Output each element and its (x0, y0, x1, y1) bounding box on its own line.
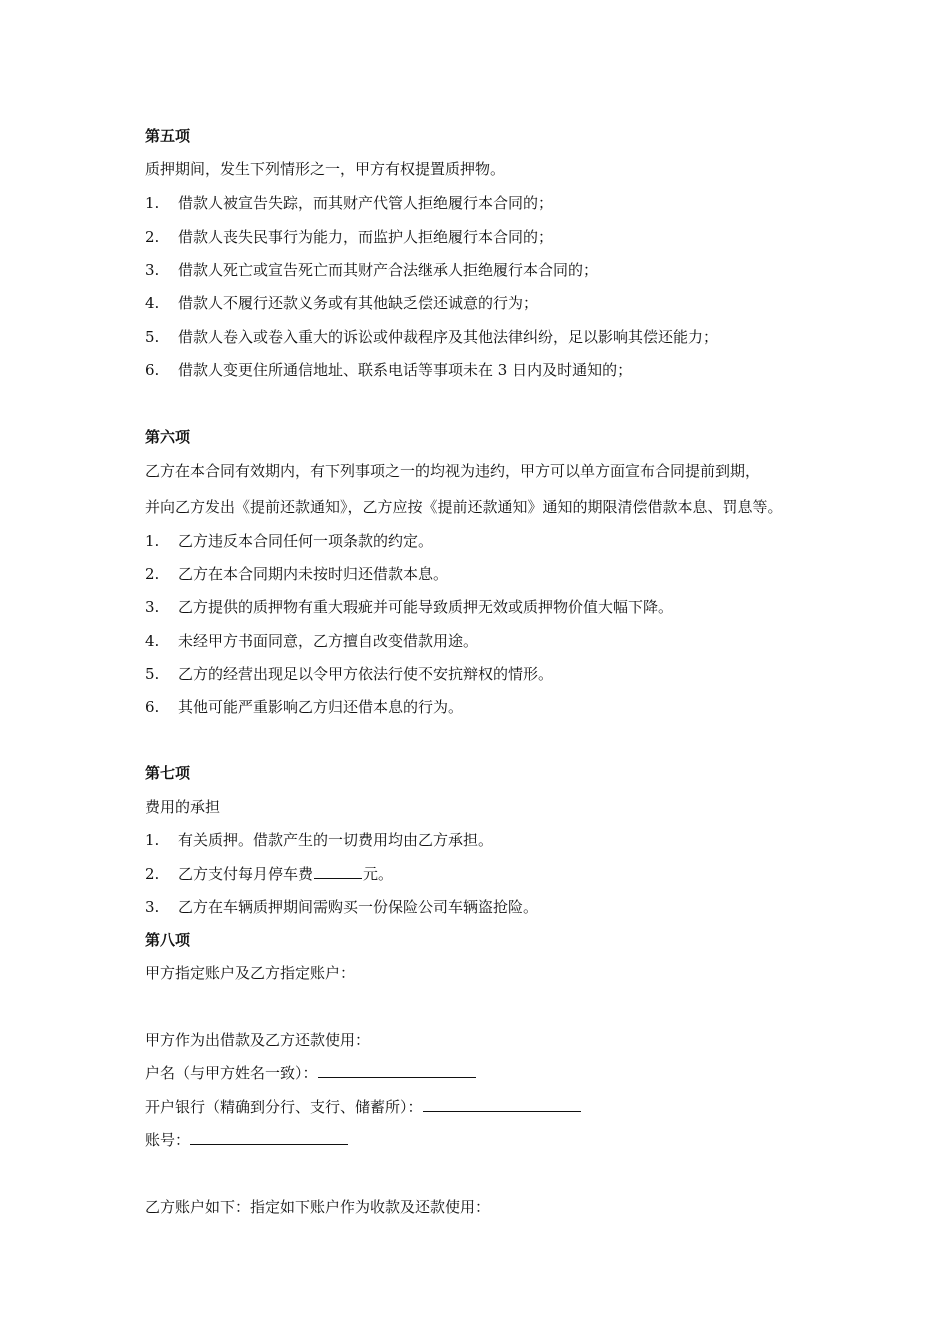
section-5-intro: 质押期间，发生下列情形之一，甲方有权提置质押物。 (145, 160, 506, 178)
list-text: 借款人被宣告失踪，而其财产代管人拒绝履行本合同的； (178, 194, 554, 212)
section-5-item-4 (145, 293, 538, 313)
section-8-title: 第八项 (145, 931, 191, 949)
list-text: 借款人不履行还款义务或有其他缺乏偿还诚意的行为； (178, 294, 539, 312)
list-text: 借款人卷入或卷入重大的诉讼或仲裁程序及其他法律纠纷，足以影响其偿还能力； (178, 328, 719, 346)
list-text: 乙方违反本合同任何一项条款的约定。 (178, 532, 434, 550)
section-6-title: 第六项 (145, 428, 191, 446)
section-6-item-4 (145, 631, 478, 651)
account-number-row (145, 1130, 348, 1150)
section-6-intro-line-2: 并向乙方发出《提前还款通知》，乙方应按《提前还款通知》通知的期限清偿借款本息、罚息等。 (145, 498, 783, 516)
list-text: 乙方在本合同期内未按时归还借款本息。 (178, 565, 449, 583)
list-number: 5. (145, 665, 160, 683)
list-number: 3. (145, 598, 160, 616)
account-name-label: 户名（与甲方姓名一致）： (145, 1064, 318, 1082)
section-6-item-2 (145, 564, 448, 584)
section-7-intro: 费用的承担 (145, 798, 221, 816)
list-number: 3. (145, 898, 160, 916)
list-text: 借款人变更住所通信地址、联系电话等事项未在 3 日内及时通知的； (178, 361, 633, 379)
list-number: 3. (145, 261, 160, 279)
list-number: 4. (145, 632, 160, 650)
section-7-item-2 (145, 864, 393, 884)
list-number: 2. (145, 565, 160, 583)
section-5-title: 第五项 (145, 127, 191, 145)
bank-label: 开户银行（精确到分行、支行、储蓄所）： (145, 1098, 423, 1116)
party-b-account-heading: 乙方账户如下：指定如下账户作为收款及还款使用： (145, 1198, 491, 1216)
section-5-item-1 (145, 193, 553, 213)
section-7-item-3 (145, 897, 538, 917)
section-8-intro: 甲方指定账户及乙方指定账户： (145, 964, 356, 982)
section-5-item-3 (145, 260, 598, 280)
list-text: 借款人丧失民事行为能力，而监护人拒绝履行本合同的； (178, 228, 554, 246)
list-text: 其他可能严重影响乙方归还借本息的行为。 (178, 698, 464, 716)
section-5-item-5 (145, 327, 718, 347)
section-6-intro-line-1: 乙方在本合同有效期内，有下列事项之一的均视为违约，甲方可以单方面宣布合同提前到期， (145, 462, 761, 480)
list-number: 1. (145, 831, 160, 849)
list-text: 乙方在车辆质押期间需购买一份保险公司车辆盗抢险。 (178, 898, 539, 916)
section-5-item-6 (145, 360, 632, 380)
list-number: 4. (145, 294, 160, 312)
account-number-blank[interactable] (190, 1130, 348, 1145)
list-text: 乙方的经营出现足以令甲方依法行使不安抗辩权的情形。 (178, 665, 554, 683)
party-a-account-heading: 甲方作为出借款及乙方还款使用： (145, 1031, 371, 1049)
section-6-item-5 (145, 664, 553, 684)
section-6-item-1 (145, 531, 433, 551)
list-text: 未经甲方书面同意，乙方擅自改变借款用途。 (178, 632, 479, 650)
parking-fee-blank[interactable] (314, 864, 362, 879)
section-6-item-3 (145, 597, 673, 617)
list-number: 2. (145, 228, 160, 246)
list-number: 6. (145, 698, 160, 716)
list-text: 有关质押。借款产生的一切费用均由乙方承担。 (178, 831, 494, 849)
section-7-item-1 (145, 830, 493, 850)
list-text-before: 乙方支付每月停车费 (178, 865, 314, 883)
list-number: 1. (145, 194, 160, 212)
list-text: 乙方提供的质押物有重大瑕疵并可能导致质押无效或质押物价值大幅下降。 (178, 598, 674, 616)
list-text: 借款人死亡或宣告死亡而其财产合法继承人拒绝履行本合同的； (178, 261, 599, 279)
section-7-title: 第七项 (145, 764, 191, 782)
list-number: 1. (145, 532, 160, 550)
list-text-after: 元。 (363, 865, 394, 883)
account-number-label: 账号： (145, 1131, 191, 1149)
bank-blank[interactable] (423, 1097, 581, 1112)
bank-row (145, 1097, 581, 1117)
list-number: 6. (145, 361, 160, 379)
section-6-item-6 (145, 697, 463, 717)
list-number: 5. (145, 328, 160, 346)
section-5-item-2 (145, 227, 553, 247)
account-name-row (145, 1063, 476, 1083)
list-number: 2. (145, 865, 160, 883)
account-name-blank[interactable] (318, 1063, 476, 1078)
